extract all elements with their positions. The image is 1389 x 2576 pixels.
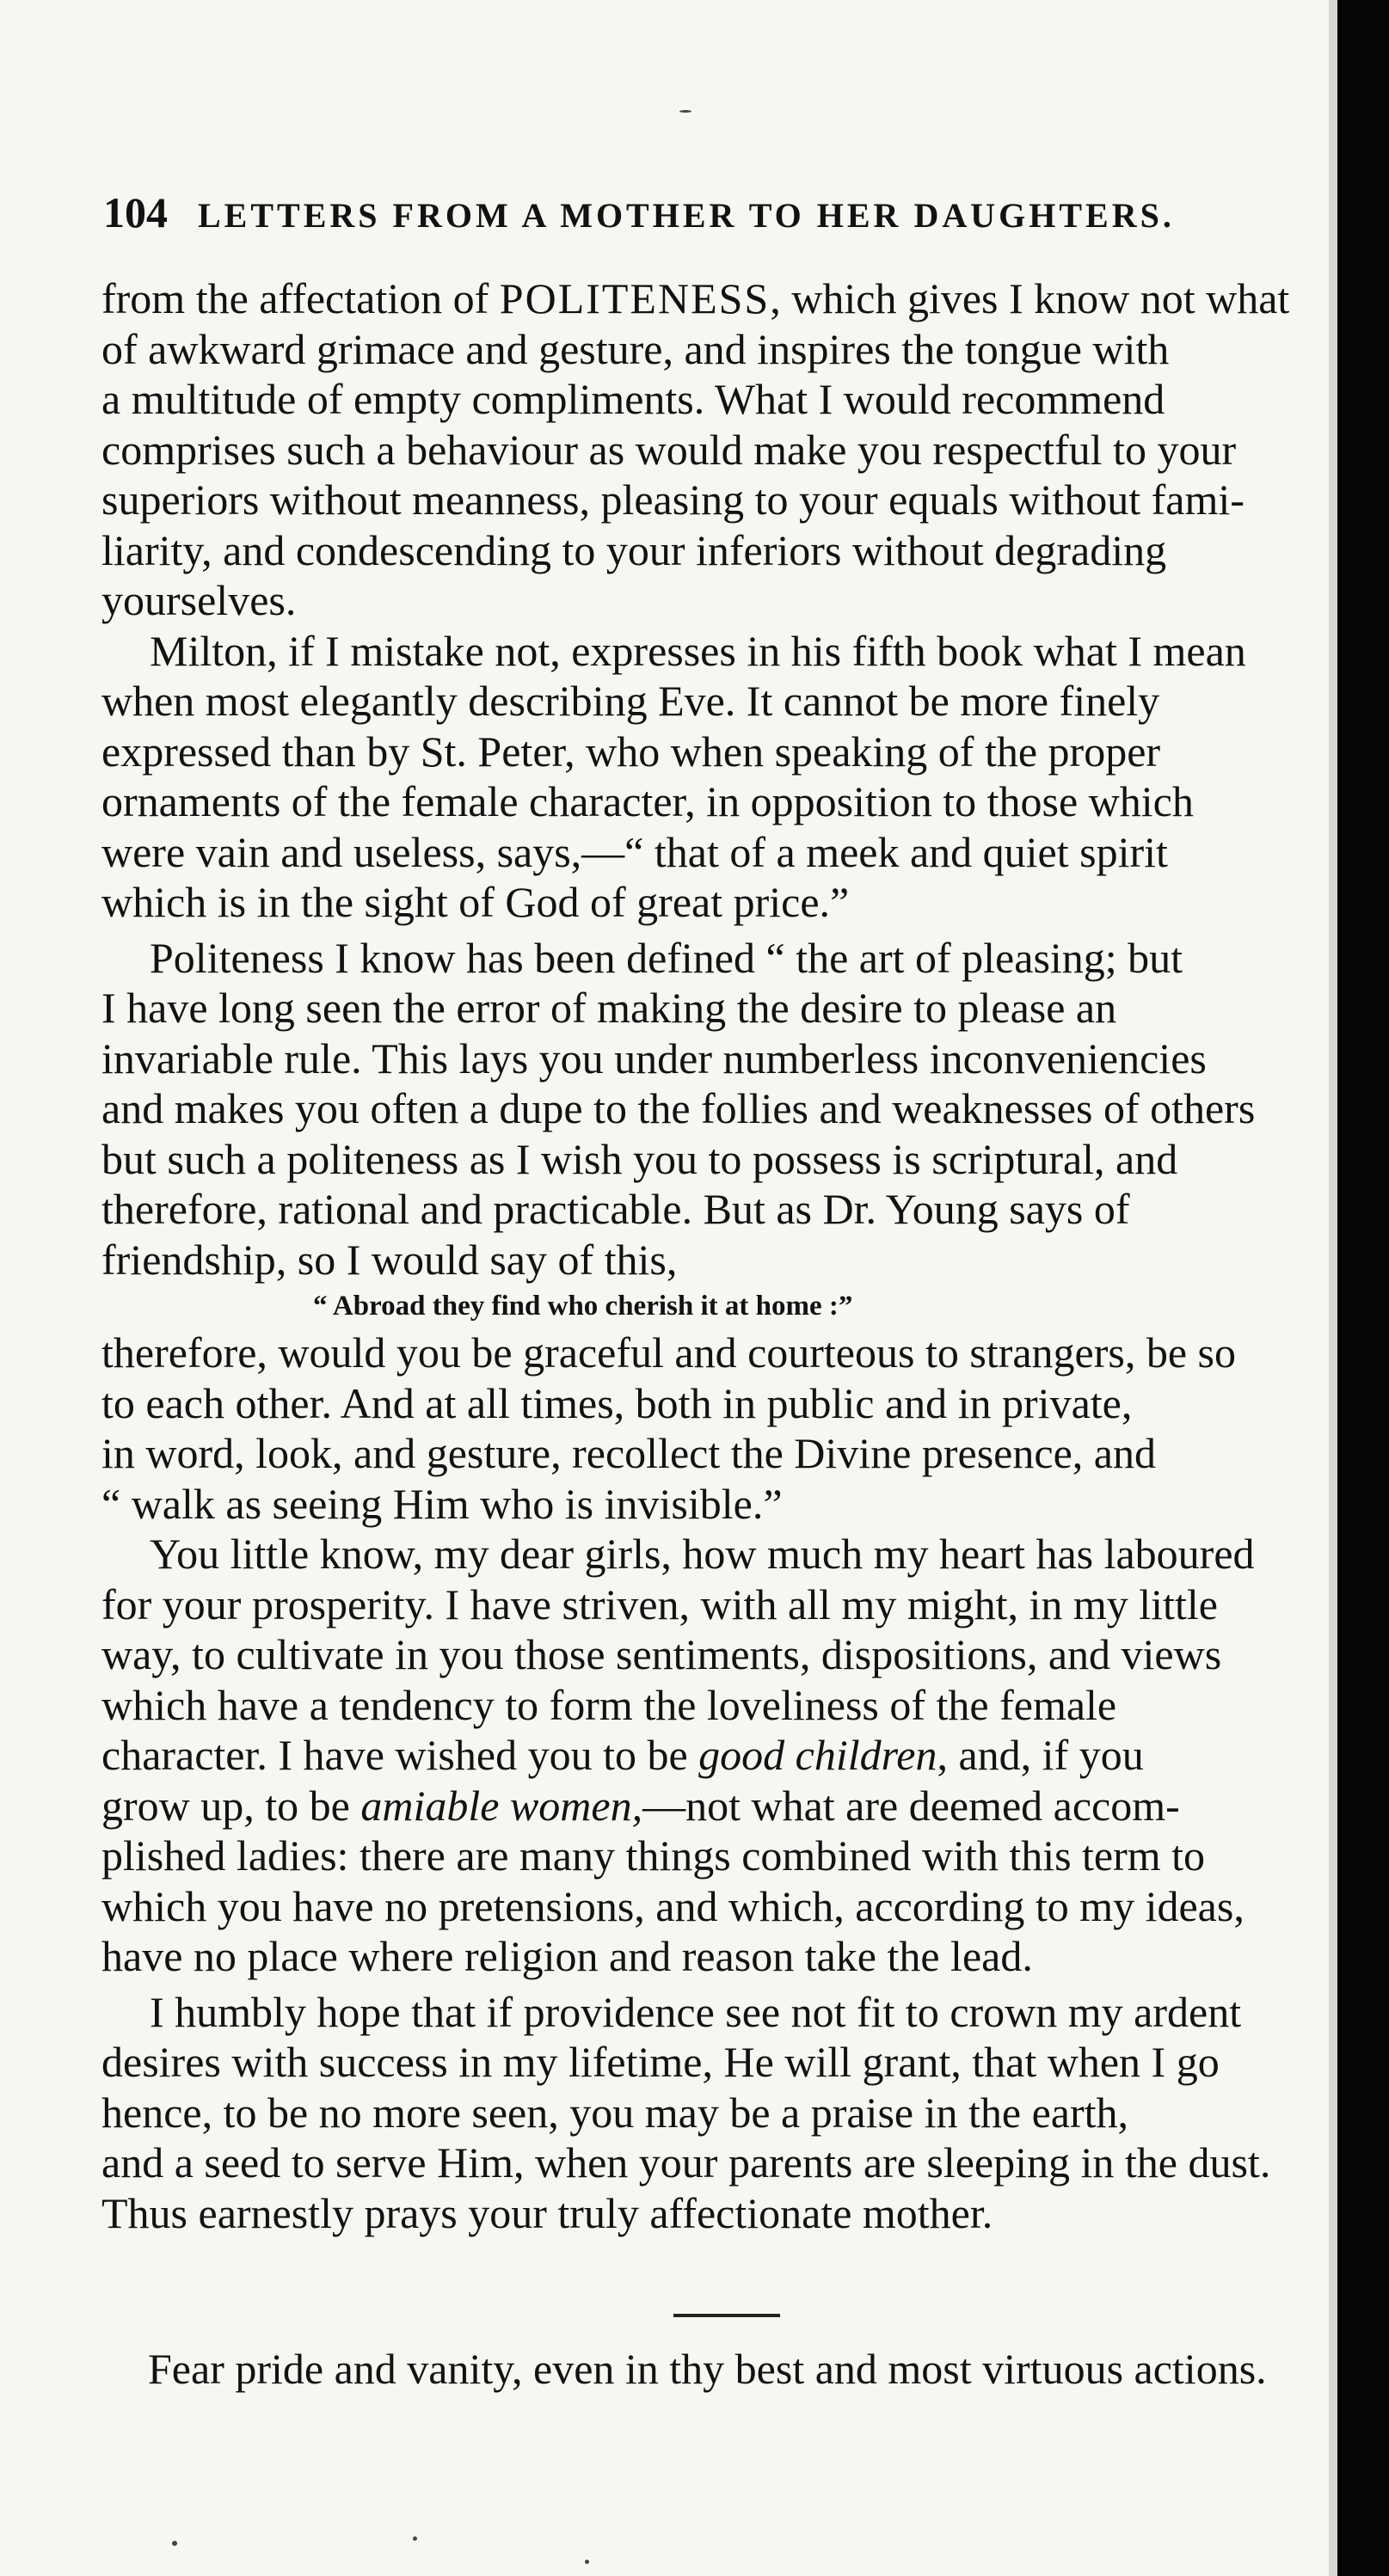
text-line: yourselves.	[101, 576, 297, 624]
text-line: “ walk as seeing Him who is invisible.”	[101, 1479, 783, 1528]
running-header	[103, 187, 1307, 237]
text-line: Thus earnestly prays your truly affectionate mother.	[101, 2188, 993, 2237]
section-divider	[673, 2314, 780, 2317]
book-spine-edge	[1337, 0, 1389, 2576]
text-line: Milton, if I mistake not, expresses in his fifth book what I mean	[150, 626, 1246, 675]
text-line: ornaments of the female character, in opposition to those which	[101, 777, 1194, 825]
body-text	[101, 273, 1340, 2238]
text-line: character. I have wished you to be good children, and, if you	[101, 1731, 1144, 1779]
text-line: Politeness I know has been defined “ the art of pleasing; but	[150, 933, 1183, 982]
print-speck	[172, 2541, 177, 2546]
block-quote: “ Abroad they find who cherish it at home :”	[313, 1291, 853, 1322]
paragraph	[101, 933, 1340, 1530]
print-speck	[679, 110, 691, 113]
text-line: which you have no pretensions, and which, according to my ideas,	[101, 1881, 1245, 1930]
text-line: when most elegantly describing Eve. It cannot be more finely	[101, 677, 1160, 725]
text-line: comprises such a behaviour as would make you respectful to your	[101, 425, 1237, 474]
text-line: superiors without meanness, pleasing to your equals without fami-	[101, 475, 1245, 524]
text-line: have no place where religion and reason take the lead.	[101, 1932, 1033, 1980]
text-line: I humbly hope that if providence see not fit to crown my ardent	[150, 1987, 1242, 2036]
text-line: were vain and useless, says,—“ that of a meek and quiet spirit	[101, 827, 1168, 876]
text-line: in word, look, and gesture, recollect the Divine presence, and	[101, 1429, 1156, 1477]
closing-maxim: Fear pride and vanity, even in thy best and most virtuous actions.	[148, 2345, 1267, 2393]
text-line: way, to cultivate in you those sentiments, dispositions, and views	[101, 1630, 1222, 1678]
text-line: which have a tendency to form the loveliness of the female	[101, 1680, 1117, 1729]
text-line: friendship, so I would say of this,	[101, 1235, 678, 1284]
text-line: liarity, and condescending to your inferiors without degrading	[101, 525, 1167, 574]
text-line: hence, to be no more seen, you may be a praise in the earth,	[101, 2088, 1128, 2137]
text-line: but such a politeness as I wish you to possess is scriptural, and	[101, 1134, 1178, 1183]
text-line: from the affectation of POLITENESS, which gives I know not what	[101, 274, 1290, 322]
running-title: LETTERS FROM A MOTHER TO HER DAUGHTERS.	[198, 196, 1175, 235]
paragraph	[101, 273, 1340, 626]
italic-phrase: amiable women,	[360, 1781, 643, 1830]
text-line: a multitude of empty compliments. What I would recommend	[101, 375, 1165, 423]
text-line: grow up, to be amiable women,—not what are deemed accom-	[101, 1781, 1180, 1830]
print-speck	[585, 2560, 589, 2564]
text-line: I have long seen the error of making the desire to please an	[101, 984, 1117, 1032]
text-line: plished ladies: there are many things combined with this term to	[101, 1831, 1206, 1880]
text-line: of awkward grimace and gesture, and inspires the tongue with	[101, 324, 1170, 373]
text-line: which is in the sight of God of great price.”	[101, 878, 850, 926]
text-line: desires with success in my lifetime, He will grant, that when I go	[101, 2038, 1220, 2086]
page-number: 104	[103, 188, 168, 236]
paragraph	[101, 1987, 1340, 2239]
text-line: therefore, rational and practicable. But as Dr. Young says of	[101, 1185, 1130, 1233]
text-line: and a seed to serve Him, when your parents are sleeping in the dust.	[101, 2138, 1271, 2187]
text-line: for your prosperity. I have striven, with all my might, in my little	[101, 1579, 1218, 1628]
emphasized-word: POLITENESS	[499, 274, 771, 322]
text-line: invariable rule. This lays you under numberless inconveniencies	[101, 1033, 1207, 1083]
text-line: expressed than by St. Peter, who when speaking of the proper	[101, 727, 1161, 776]
text-line: and makes you often a dupe to the follies and weaknesses of others	[101, 1084, 1256, 1132]
paragraph	[101, 1529, 1340, 1982]
text-line: You little know, my dear girls, how much my heart has laboured	[150, 1530, 1255, 1578]
text-line: to each other. And at all times, both in public and in private,	[101, 1378, 1133, 1427]
text-line: therefore, would you be graceful and courteous to strangers, be so	[101, 1328, 1236, 1377]
print-speck	[413, 2536, 417, 2541]
italic-phrase: good children	[698, 1731, 937, 1779]
paragraph	[101, 626, 1340, 928]
